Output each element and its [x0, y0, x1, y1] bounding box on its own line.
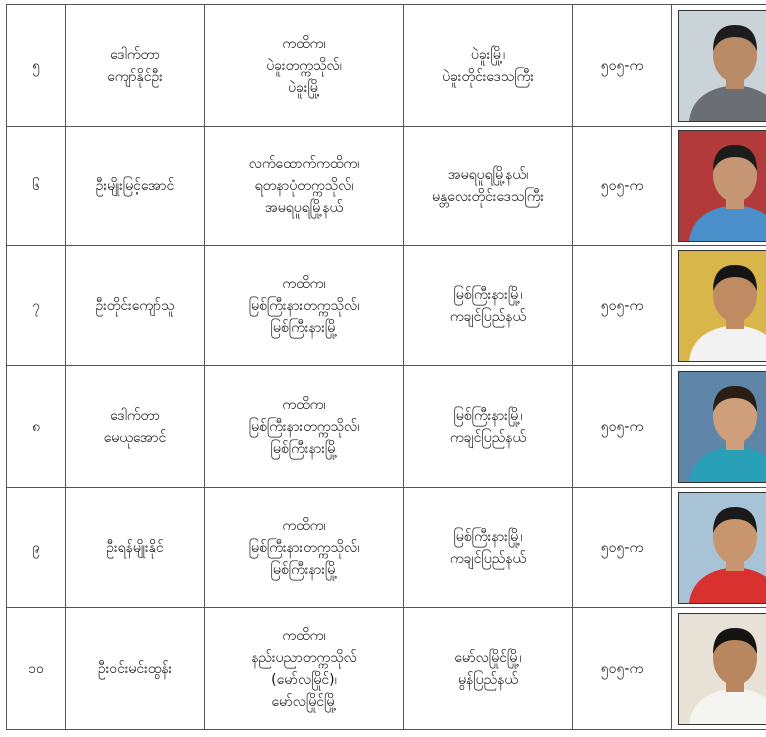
section-code: ၅၀၅-က: [600, 539, 644, 556]
position-line: (မော်လမြိုင်)၊: [271, 671, 337, 688]
position-cell: [205, 366, 404, 488]
portrait-photo: [678, 613, 766, 725]
section-cell: [573, 246, 672, 366]
roster-table: [6, 4, 766, 730]
address-cell: [404, 488, 573, 608]
address-line: ကချင်ပြည်နယ်: [449, 308, 527, 325]
table-row: [7, 488, 766, 608]
table-row: [7, 127, 766, 246]
portrait-photo: [678, 130, 766, 242]
portrait-photo: [678, 492, 766, 604]
address-line: ပဲခူးမြို့၊: [470, 46, 506, 63]
position-line: ပဲခူးတက္ကသိုလ်၊: [266, 57, 342, 74]
position-line: မြစ်ကြီးနားတက္ကသိုလ်၊: [248, 418, 360, 435]
table-row: [7, 608, 766, 730]
position-line: မြစ်ကြီးနားမြို့: [270, 440, 338, 457]
table-row: [7, 366, 766, 488]
roster-body: [7, 5, 766, 730]
row-number-cell: [7, 246, 66, 366]
person-name: ဦးမျိုးမြင့်အောင်: [95, 178, 175, 194]
portrait-image: [679, 614, 766, 724]
section-cell: [573, 366, 672, 488]
name-cell: [66, 488, 205, 608]
photo-cell: [672, 488, 766, 608]
person-name: ဒေါက်တာ: [110, 46, 160, 63]
portrait-image: [679, 131, 766, 241]
section-code: ၅၀၅-က: [600, 297, 644, 314]
position-line: မြစ်ကြီးနားမြို့: [270, 561, 338, 578]
name-cell: [66, 608, 205, 730]
row-number: ၉: [32, 539, 40, 556]
person-name: ကျော်နိုင်ဦး: [107, 68, 163, 85]
portrait-image: [679, 251, 766, 361]
row-number: ၁၀: [28, 660, 44, 677]
portrait-photo: [678, 371, 766, 483]
address-line: မန္တလေးတိုင်းဒေသကြီး: [432, 189, 544, 205]
address-line: ကချင်ပြည်နယ်: [449, 550, 527, 567]
portrait-photo: [678, 10, 766, 122]
name-cell: [66, 5, 205, 127]
section-code: ၅၀၅-က: [600, 57, 644, 74]
name-cell: [66, 127, 205, 246]
position-line: မြစ်ကြီးနားတက္ကသိုလ်၊: [248, 539, 360, 556]
row-number-cell: [7, 5, 66, 127]
address-line: အမရပူရမြို့နယ်၊: [447, 167, 529, 183]
position-line: မော်လမြိုင်မြို့: [271, 693, 337, 710]
position-line: မြစ်ကြီးနားမြို့: [270, 319, 338, 336]
position-line: လက်ထောက်ကထိက၊: [248, 156, 360, 172]
position-cell: [205, 488, 404, 608]
address-line: မြစ်ကြီးနားမြို့၊: [453, 528, 523, 545]
position-line: မြစ်ကြီးနားတက္ကသိုလ်၊: [248, 297, 360, 314]
position-line: ကထိက၊: [282, 275, 326, 292]
photo-cell: [672, 5, 766, 127]
position-line: ကထိက၊: [282, 35, 326, 52]
portrait-image: [679, 11, 766, 121]
position-line: ကထိက၊: [282, 627, 326, 644]
address-cell: [404, 366, 573, 488]
row-number-cell: [7, 366, 66, 488]
position-line: ကထိက၊: [282, 517, 326, 534]
position-line: ပဲခူးမြို့: [288, 79, 320, 96]
photo-cell: [672, 246, 766, 366]
row-number-cell: [7, 488, 66, 608]
position-line: နည်းပညာတက္ကသိုလ်: [251, 649, 357, 666]
person-name: ဒေါက်တာ: [110, 407, 160, 424]
photo-cell: [672, 127, 766, 246]
position-line: ကထိက၊: [282, 396, 326, 413]
section-code: ၅၀၅-က: [600, 660, 644, 677]
address-line: မွန်ပြည်နယ်: [458, 671, 518, 688]
address-line: မြစ်ကြီးနားမြို့၊: [453, 286, 523, 303]
section-code: ၅၀၅-က: [600, 418, 644, 435]
address-cell: [404, 5, 573, 127]
person-name: ဦးတိုင်းကျော်သူ: [95, 297, 175, 314]
person-name: ဦးဝင်းမင်းထွန်း: [97, 660, 173, 677]
row-number: ၈: [32, 418, 40, 435]
row-number: ၆: [32, 178, 40, 194]
position-line: ရတနာပုံတက္ကသိုလ်၊: [254, 178, 354, 194]
person-name: မေယုအောင်: [103, 429, 167, 446]
address-line: ပဲခူးတိုင်းဒေသကြီး: [442, 68, 534, 85]
table-row: [7, 246, 766, 366]
position-cell: [205, 5, 404, 127]
table-row: [7, 5, 766, 127]
portrait-photo: [678, 250, 766, 362]
position-cell: [205, 246, 404, 366]
section-code: ၅၀၅-က: [600, 178, 644, 194]
position-line: အမရပူရမြို့နယ်: [264, 200, 344, 216]
address-line: မော်လမြိုင်မြို့၊: [454, 649, 522, 666]
portrait-image: [679, 372, 766, 482]
row-number: ၇: [32, 297, 40, 314]
section-cell: [573, 608, 672, 730]
address-cell: [404, 127, 573, 246]
row-number-cell: [7, 608, 66, 730]
photo-cell: [672, 366, 766, 488]
address-cell: [404, 608, 573, 730]
address-line: ကချင်ပြည်နယ်: [449, 429, 527, 446]
row-number: ၅: [32, 57, 40, 74]
position-cell: [205, 127, 404, 246]
section-cell: [573, 488, 672, 608]
address-line: မြစ်ကြီးနားမြို့၊: [453, 407, 523, 424]
row-number-cell: [7, 127, 66, 246]
person-name: ဦးရန်မျိုးနိုင်: [106, 539, 164, 556]
address-cell: [404, 246, 573, 366]
photo-cell: [672, 608, 766, 730]
portrait-image: [679, 493, 766, 603]
section-cell: [573, 5, 672, 127]
section-cell: [573, 127, 672, 246]
name-cell: [66, 246, 205, 366]
name-cell: [66, 366, 205, 488]
position-cell: [205, 608, 404, 730]
